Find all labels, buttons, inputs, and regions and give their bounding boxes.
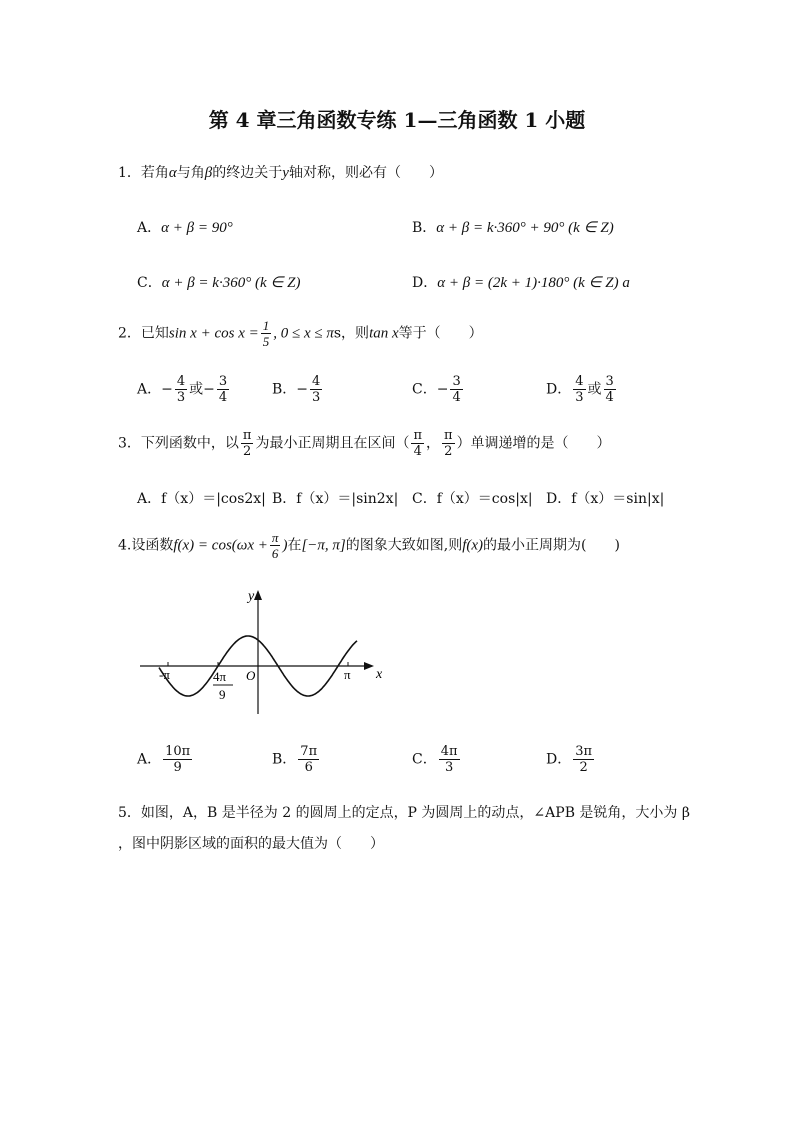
- x-axis-arrow: [364, 662, 374, 670]
- q1-option-c: C．α + β = k·360° (k ∈ Z): [137, 275, 301, 291]
- fraction: $\frac{10\pi}{9}$: [165, 744, 191, 775]
- fraction: $\frac{\pi}{2}$: [444, 428, 453, 459]
- fraction: $\frac{4\pi}{3}$: [440, 744, 458, 775]
- fraction: $\frac{4}{3}$: [575, 374, 584, 405]
- fraction: $\frac{4}{3}$: [312, 374, 321, 405]
- q3-option-d: D．f（x）＝sin|x|: [546, 491, 665, 507]
- fraction: $\frac{7\pi}{6}$: [300, 744, 318, 775]
- q1-option-a: A．α + β = 90°: [137, 220, 233, 236]
- pi-label: π: [344, 667, 351, 682]
- q2-option-a: A．− $\frac{4}{3}$ 或− $\frac{3}{4}$: [137, 374, 228, 405]
- q2-option-c: C．− $\frac{3}{4}$: [412, 374, 461, 405]
- question-4: 4.设函数f(x) = cos(ωx + $\frac{\pi}{6}$ )在[−π, π]的图象大致如图,则f(x)的最小正周期为( ): [118, 530, 620, 561]
- fraction: $\frac{\pi}{2}$: [242, 428, 252, 459]
- tick-label-denominator: 9: [219, 687, 226, 702]
- question-1: 1．若角α与角β的终边关于y轴对称，则必有（ ）: [118, 165, 443, 181]
- q4-option-d: D． $\frac{3\pi}{2}$: [546, 744, 593, 775]
- question-5-line-1: 5．如图，A，B 是半径为 2 的圆周上的定点，P 为圆周上的动点，∠APB 是锐角，大小为 β: [118, 805, 690, 821]
- origin-label: O: [246, 668, 256, 683]
- fraction: $\frac{3}{4}$: [218, 374, 228, 405]
- question-2: 2．已知sin x + cos x = $\frac{1}{5}$ , 0 ≤ x ≤ πs，则tan x等于（ ）: [118, 318, 483, 349]
- question-5-line-2: ，图中阴影区域的面积的最大值为（ ）: [118, 836, 384, 852]
- q1-option-d: D．α + β = (2k + 1)·180° (k ∈ Z) a: [412, 275, 630, 291]
- q2-option-d: D． $\frac{4}{3}$ 或 $\frac{3}{4}$: [546, 374, 614, 405]
- fraction: $\frac{3}{4}$: [452, 374, 461, 405]
- cosine-graph: [130, 580, 400, 730]
- q2-option-b: B．− $\frac{4}{3}$: [272, 374, 321, 405]
- q4-option-b: B． $\frac{7\pi}{6}$: [272, 744, 318, 775]
- q4-option-a: A． $\frac{10\pi}{9}$: [137, 744, 191, 775]
- question-3: 3．下列函数中，以 $\frac{\pi}{2}$ 为最小正周期且在区间（ $\frac{\pi}{4}$ ， $\frac{\pi}{2}$ ）单调递增的是（ ）: [118, 428, 611, 459]
- fraction: $\frac{3}{4}$: [605, 374, 614, 405]
- x-axis-label: x: [376, 667, 383, 682]
- fraction: $\frac{4}{3}$: [176, 374, 186, 405]
- fraction: $\frac{1}{5}$: [262, 318, 270, 349]
- neg-pi-label: -π: [159, 667, 170, 682]
- q3-option-b: B．f（x）＝|sin2x|: [272, 491, 399, 507]
- tick-label-numerator: 4π: [213, 669, 227, 684]
- fraction: $\frac{\pi}{4}$: [413, 428, 423, 459]
- fraction: $\frac{\pi}{6}$: [271, 530, 279, 561]
- fraction: $\frac{3\pi}{2}$: [575, 744, 593, 775]
- q4-option-c: C． $\frac{4\pi}{3}$: [412, 744, 458, 775]
- y-axis-arrow: [254, 590, 262, 600]
- q3-option-a: A．f（x）＝|cos2x|: [137, 491, 266, 507]
- q1-option-b: B．α + β = k·360° + 90° (k ∈ Z): [412, 220, 614, 236]
- y-axis-label: y: [248, 589, 255, 604]
- page-title: 第 4 章三角函数专练 1—三角函数 1 小题: [208, 108, 586, 132]
- q3-option-c: C．f（x）＝cos|x|: [412, 491, 533, 507]
